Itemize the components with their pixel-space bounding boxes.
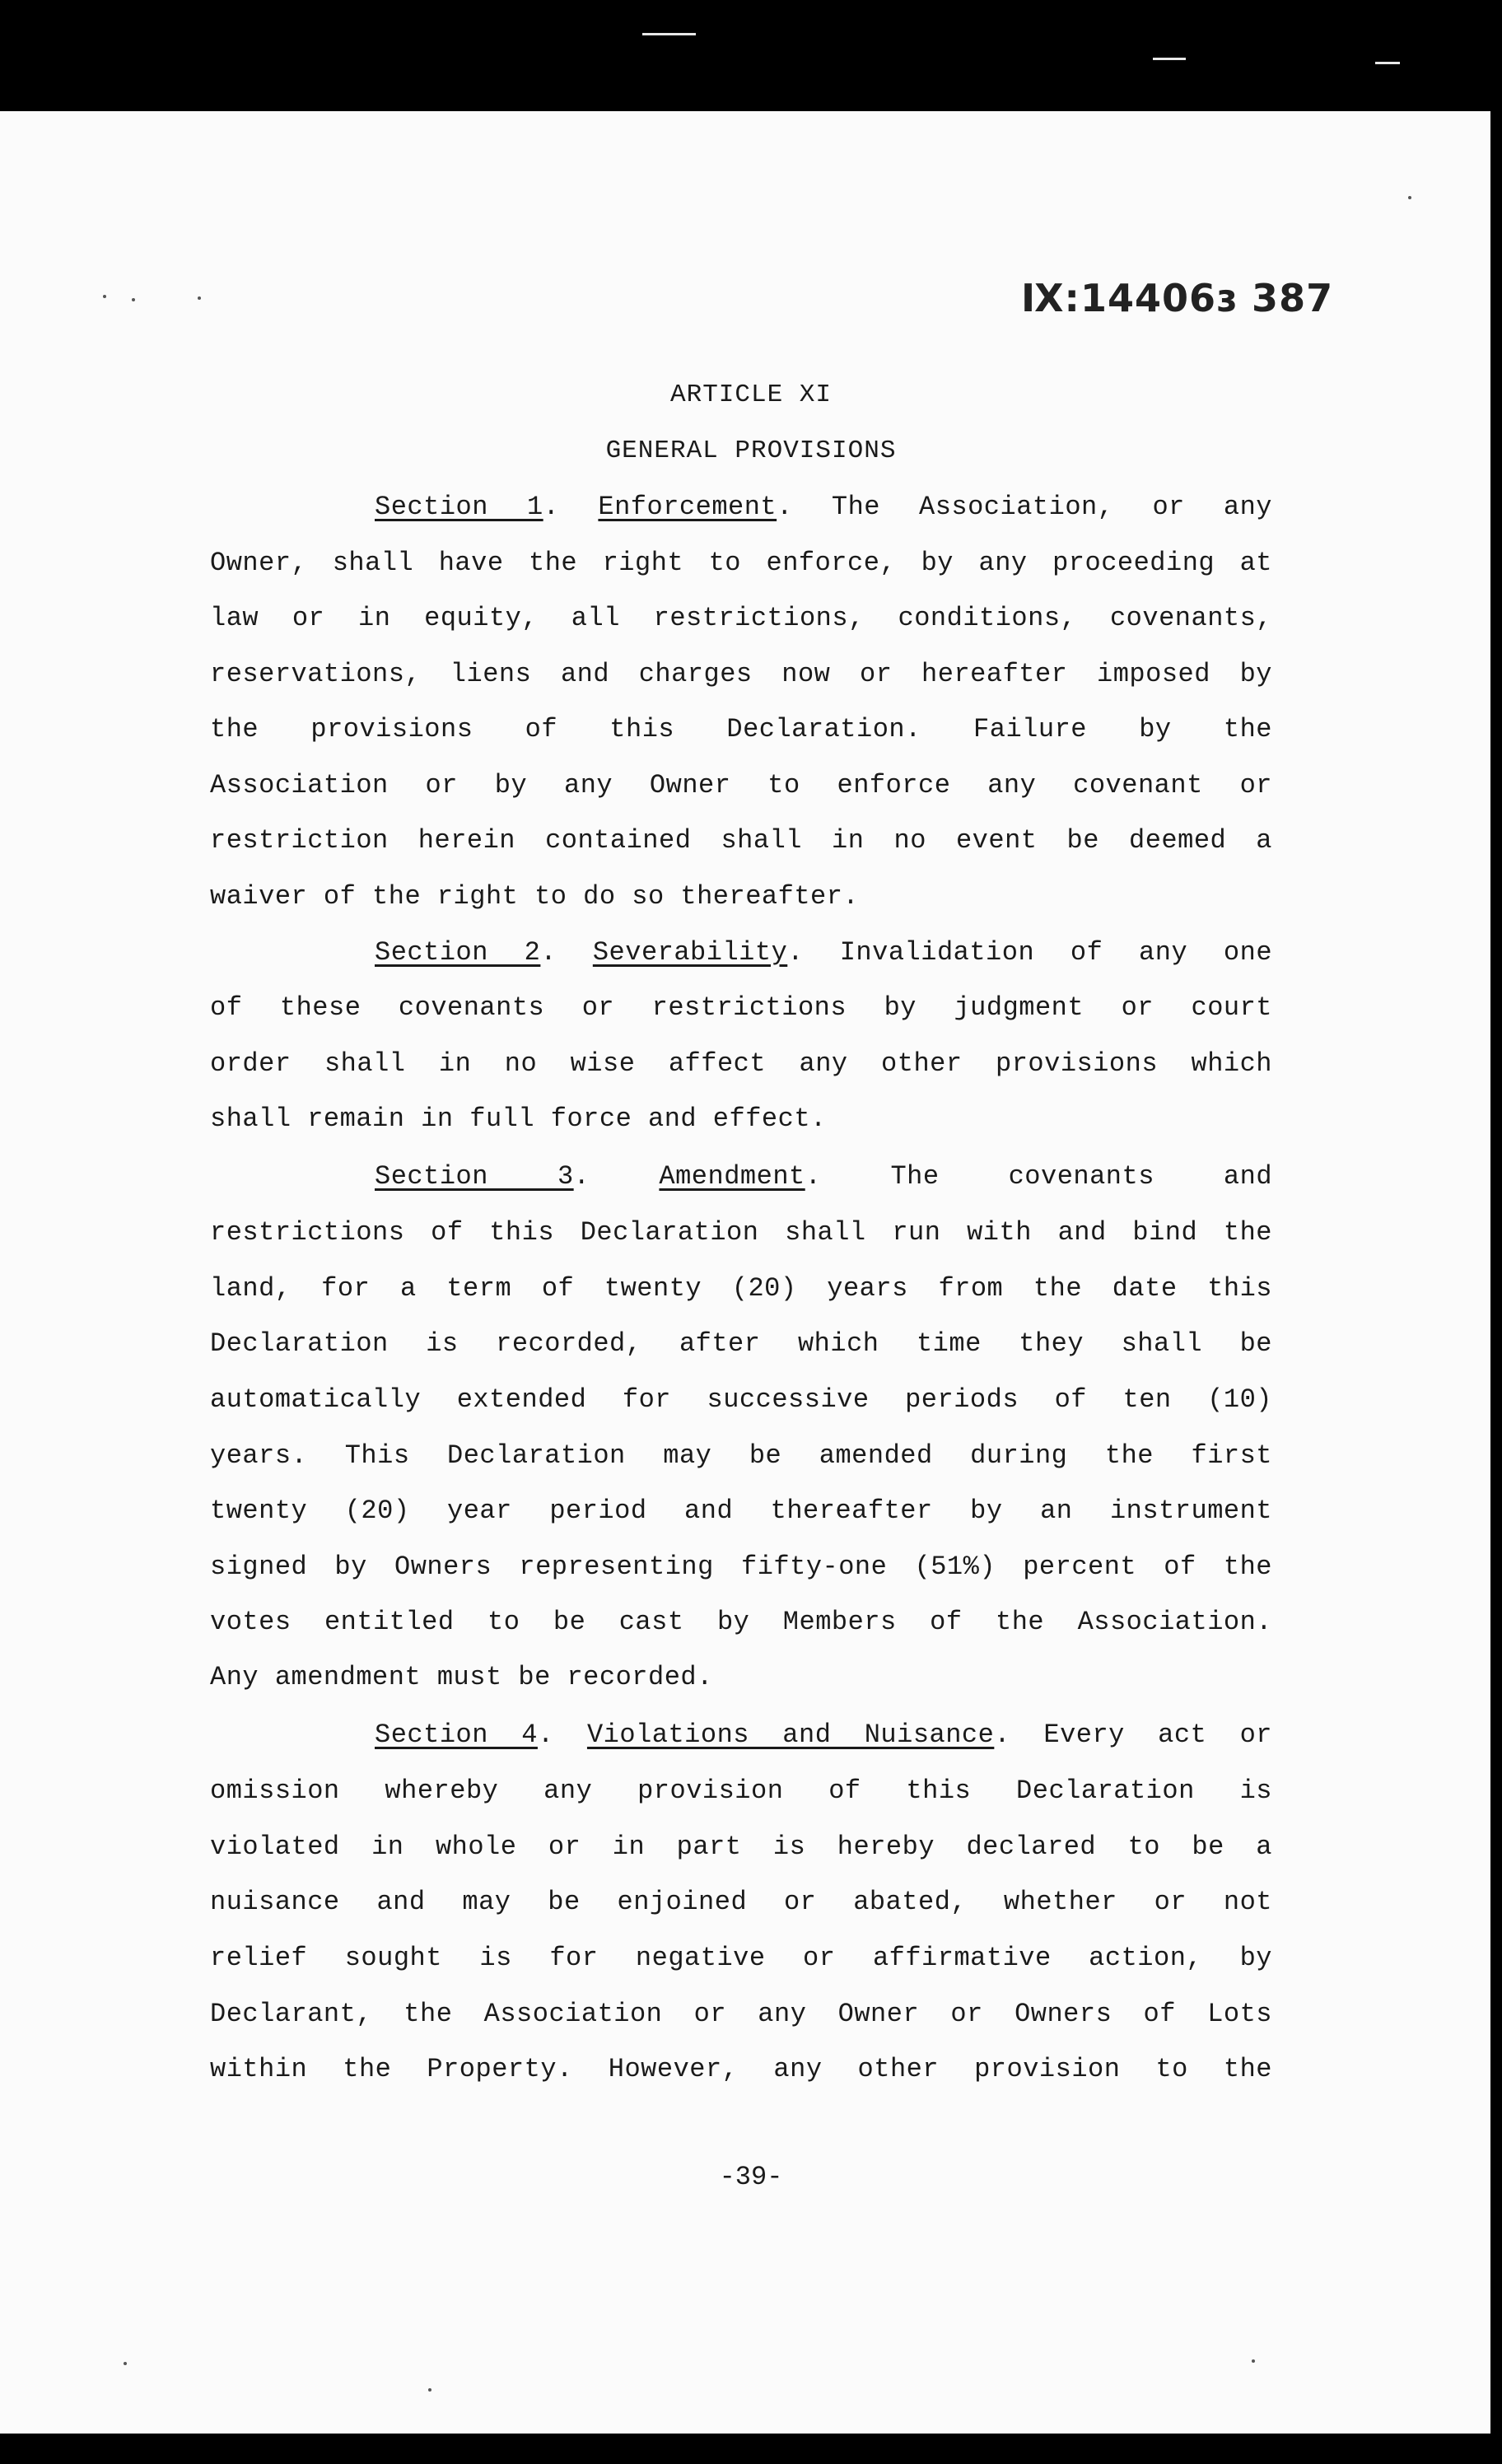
- scan-artifact: [642, 33, 696, 35]
- scan-speck: [103, 295, 106, 298]
- section-text-line: omission whereby any provision of this Declaration is: [210, 1776, 1272, 1806]
- section-text-line: twenty (20) year period and thereafter by an instrument: [210, 1496, 1272, 1526]
- section-text-line: relief sought is for negative or affirmative action, by: [210, 1943, 1272, 1973]
- section-text: Every act or: [1043, 1720, 1273, 1750]
- section-text-line: restrictions of this Declaration shall run with and bind the: [210, 1217, 1272, 1248]
- section-text-line: waiver of the right to do so thereafter.: [210, 881, 860, 912]
- section-label: Section 2: [375, 937, 541, 968]
- scan-artifact: [1153, 58, 1186, 60]
- article-title: ARTICLE XI: [669, 380, 833, 409]
- section-text-line: nuisance and may be enjoined or abated, whether or not: [210, 1887, 1272, 1917]
- section-text: The Association, or any: [831, 492, 1273, 522]
- page-number: -39-: [719, 2162, 783, 2192]
- section-label: Section 3: [375, 1161, 574, 1192]
- section-heading-line: Section 1. Enforcement. The Association, or any: [375, 492, 1273, 522]
- section-text-line: law or in equity, all restrictions, conditions, covenants,: [210, 603, 1272, 633]
- article-subtitle: GENERAL PROVISIONS: [605, 436, 897, 465]
- section-text-line: votes entitled to be cast by Members of the Association.: [210, 1607, 1272, 1637]
- scan-speck: [428, 2388, 431, 2392]
- section-heading-line: Section 3. Amendment. The covenants and: [375, 1161, 1273, 1192]
- section-text-line: Owner, shall have the right to enforce, by any proceeding at: [210, 548, 1272, 578]
- section-text-line: order shall in no wise affect any other provisions which: [210, 1048, 1272, 1079]
- scan-speck: [132, 298, 135, 301]
- section-text-line: the provisions of this Declaration. Failure by the: [210, 714, 1272, 744]
- section-title: Severability: [592, 937, 788, 968]
- section-title: Violations and Nuisance: [586, 1720, 995, 1750]
- scan-top-border: [0, 0, 1502, 115]
- section-text-line: Any amendment must be recorded.: [210, 1662, 713, 1692]
- section-text-line: signed by Owners representing fifty-one (51%) percent of the: [210, 1552, 1272, 1582]
- scan-speck: [1252, 2359, 1255, 2363]
- section-heading-line: Section 2. Severability. Invalidation of any one: [375, 937, 1273, 968]
- section-text-line: years. This Declaration may be amended during the first: [210, 1440, 1272, 1471]
- section-text: Invalidation of any one: [839, 937, 1273, 968]
- section-text: The covenants and: [890, 1161, 1273, 1192]
- section-text-line: restriction herein contained shall in no event be deemed a: [210, 825, 1272, 856]
- section-text-line: violated in whole or in part is hereby declared to be a: [210, 1832, 1272, 1862]
- section-text-line: shall remain in full force and effect.: [210, 1104, 827, 1134]
- scan-speck: [124, 2362, 127, 2365]
- scan-speck: [198, 296, 201, 300]
- section-text-line: of these covenants or restrictions by judgment or court: [210, 992, 1272, 1023]
- section-title: Amendment: [659, 1161, 805, 1192]
- scan-artifact: [1375, 62, 1400, 64]
- section-heading-line: Section 4. Violations and Nuisance. Every act or: [375, 1720, 1273, 1750]
- section-title: Enforcement: [598, 492, 777, 522]
- section-label: Section 1: [375, 492, 543, 522]
- section-text-line: Declaration is recorded, after which time they shall be: [210, 1328, 1272, 1359]
- section-text-line: land, for a term of twenty (20) years from the date this: [210, 1273, 1272, 1304]
- section-text-line: Declarant, the Association or any Owner or Owners of Lots: [210, 1999, 1272, 2029]
- recording-number: Ⅸ:14406ɜ 387: [1021, 276, 1334, 320]
- section-text-line: automatically extended for successive periods of ten (10): [210, 1384, 1272, 1415]
- section-label: Section 4: [375, 1720, 538, 1750]
- section-text-line: within the Property. However, any other provision to the: [210, 2054, 1272, 2084]
- section-text-line: Association or by any Owner to enforce any covenant or: [210, 770, 1272, 800]
- section-text-line: reservations, liens and charges now or hereafter imposed by: [210, 659, 1272, 689]
- scan-speck: [1408, 196, 1411, 199]
